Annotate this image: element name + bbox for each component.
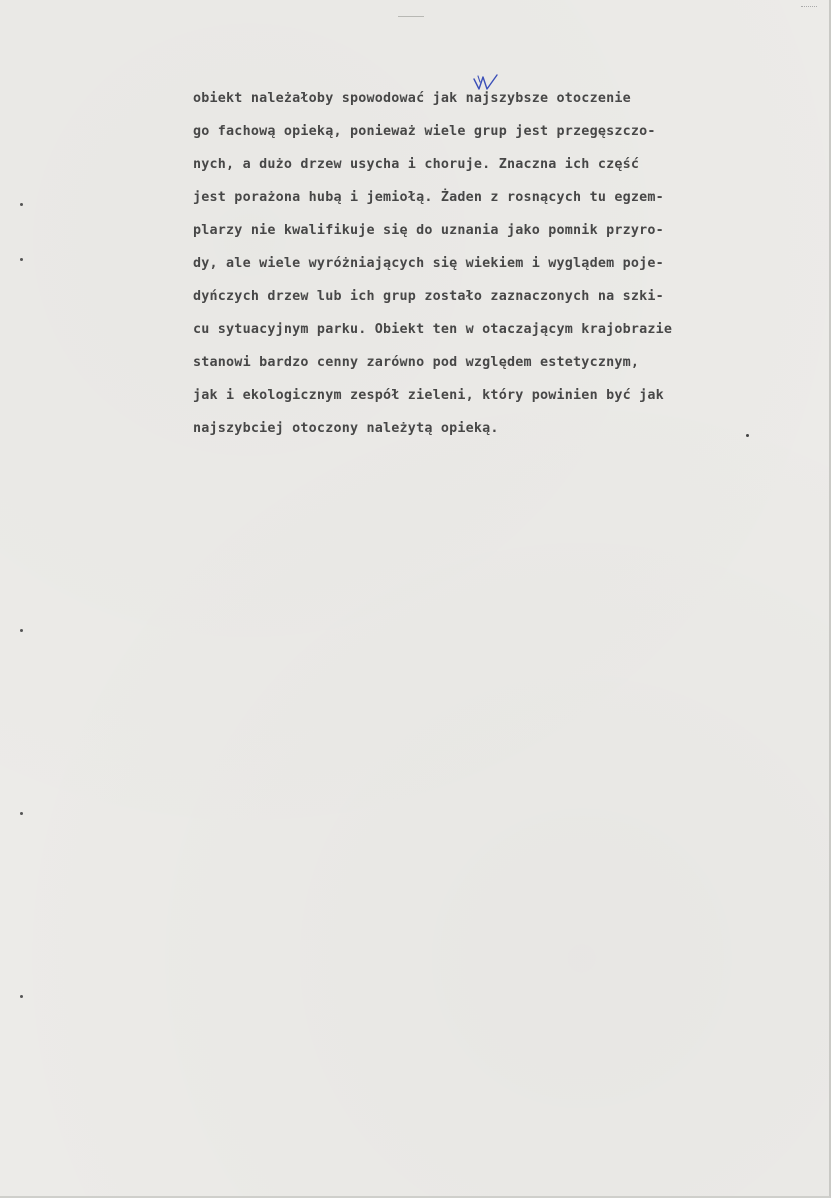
corner-mark (801, 0, 817, 7)
text-line: cu sytuacyjnym parku. Obiekt ten w otaczającym krajobrazie (193, 322, 673, 337)
text-line: jest porażona hubą i jemiołą. Żaden z rosnących tu egzem- (193, 190, 664, 205)
margin-hole-dot (20, 995, 23, 998)
margin-hole-dot (20, 258, 23, 261)
body-text (193, 82, 803, 445)
margin-hole-dot (20, 629, 23, 632)
text-line: plarzy nie kwalifikuje się do uznania jako pomnik przyro- (193, 223, 664, 238)
margin-hole-dot (20, 203, 23, 206)
text-line: najszybciej otoczony należytą opieką. (193, 421, 499, 436)
text-line: stanowi bardzo cenny zarówno pod względem estetycznym, (193, 355, 640, 370)
text-line: obiekt należałoby spowodować jak najszybsze otoczenie (193, 91, 631, 106)
text-line: nych, a dużo drzew usycha i choruje. Znaczna ich część (193, 157, 640, 172)
text-line: dyńczych drzew lub ich grup zostało zaznaczonych na szki- (193, 289, 664, 304)
text-line: go fachową opieką, ponieważ wiele grup jest przegęszczo- (193, 124, 656, 139)
text-line: jak i ekologicznym zespół zieleni, który powinien być jak (193, 388, 664, 403)
margin-hole-dot (20, 812, 23, 815)
text-line: dy, ale wiele wyróżniających się wiekiem i wyglądem poje- (193, 256, 664, 271)
top-center-mark (398, 16, 424, 17)
stray-ink-dot (746, 434, 749, 437)
